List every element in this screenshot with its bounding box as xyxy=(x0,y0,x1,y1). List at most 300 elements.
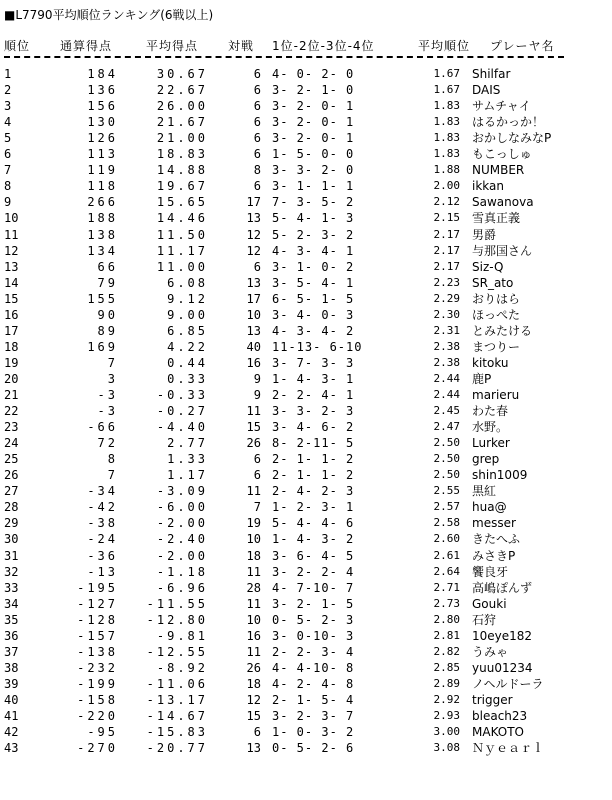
table-row xyxy=(0,499,612,515)
row-points: -24 xyxy=(87,532,118,547)
row-points: -36 xyxy=(87,548,118,563)
row-avg-place: 1.67 xyxy=(433,83,460,97)
table-row xyxy=(0,194,612,210)
row-avg-points: 21.67 xyxy=(156,115,208,130)
row-placements: 2- 2- 4- 1 xyxy=(272,388,355,402)
row-player-name: 与那国さん xyxy=(472,243,533,258)
row-placements: 3- 3- 2- 0 xyxy=(272,163,355,178)
row-player-name: 黒紅 xyxy=(472,484,497,499)
row-rank: 22 xyxy=(4,404,19,419)
table-row xyxy=(0,724,612,740)
row-player-name: 水野。 xyxy=(472,420,509,435)
row-placements: 3- 2- 1- 0 xyxy=(272,83,355,98)
table-row xyxy=(0,323,612,339)
row-avg-points: 1.33 xyxy=(167,452,208,467)
row-placements: 2- 4- 2- 3 xyxy=(272,484,355,499)
row-placements: 4- 0- 2- 0 xyxy=(272,67,355,81)
row-placements: 2- 2- 3- 4 xyxy=(272,644,355,659)
table-row xyxy=(0,676,612,692)
header-divider xyxy=(4,56,564,58)
header-points: 通算得点 xyxy=(60,39,113,53)
row-rank: 3 xyxy=(4,99,12,114)
row-points: 90 xyxy=(97,307,118,322)
row-avg-place: 2.50 xyxy=(433,436,460,450)
row-rank: 9 xyxy=(4,195,12,210)
table-row xyxy=(0,82,612,98)
table-row xyxy=(0,531,612,547)
row-rank: 26 xyxy=(4,468,19,483)
row-avg-points: 22.67 xyxy=(156,83,208,98)
row-placements: 2- 1- 1- 2 xyxy=(272,468,355,483)
table-row xyxy=(0,307,612,323)
table-row xyxy=(0,130,612,146)
row-avg-points: 1.17 xyxy=(167,468,208,483)
table-row xyxy=(0,564,612,580)
row-avg-points: -2.00 xyxy=(156,516,208,531)
table-row xyxy=(0,435,612,451)
row-player-name: みさきP xyxy=(472,548,516,563)
row-player-name: Ｎｙｅａｒｌ xyxy=(472,741,545,756)
table-row xyxy=(0,387,612,403)
header-player: プレーヤ名 xyxy=(490,39,555,53)
row-games: 15 xyxy=(246,420,261,435)
header-games: 対戦 xyxy=(228,39,255,53)
row-rank: 24 xyxy=(4,436,19,451)
row-player-name: Sawanova xyxy=(472,195,534,210)
page-title: ■L7790平均順位ランキング(6戦以上) xyxy=(4,8,214,22)
row-points: 72 xyxy=(97,436,118,451)
row-rank: 43 xyxy=(4,741,19,756)
row-avg-place: 2.57 xyxy=(433,500,460,514)
row-games: 6 xyxy=(253,179,261,194)
row-games: 6 xyxy=(253,725,261,740)
row-placements: 0- 5- 2- 3 xyxy=(272,612,355,627)
table-row xyxy=(0,580,612,596)
row-player-name: Lurker xyxy=(472,436,510,451)
row-player-name: kitoku xyxy=(472,355,509,370)
row-rank: 29 xyxy=(4,516,19,531)
row-points: -199 xyxy=(77,676,118,691)
row-avg-place: 2.61 xyxy=(433,548,460,562)
row-points: -42 xyxy=(87,500,118,515)
row-avg-points: 21.00 xyxy=(156,131,208,146)
row-player-name: うみゃ xyxy=(472,644,509,659)
row-avg-points: -9.81 xyxy=(156,628,208,643)
row-rank: 14 xyxy=(4,275,19,290)
row-placements: 3- 6- 4- 5 xyxy=(272,548,355,563)
row-player-name: 男爵 xyxy=(472,227,497,242)
row-player-name: NUMBER xyxy=(472,163,525,178)
row-avg-place: 2.60 xyxy=(433,532,460,546)
row-player-name: 雪真正義 xyxy=(472,211,521,226)
row-avg-points: -8.92 xyxy=(156,660,208,675)
header-rank: 順位 xyxy=(4,39,31,53)
table-row xyxy=(0,451,612,467)
row-player-name: おりはら xyxy=(472,291,521,306)
row-avg-place: 2.45 xyxy=(433,404,460,418)
row-player-name: bleach23 xyxy=(472,709,528,723)
row-points: -13 xyxy=(87,564,118,579)
row-games: 6 xyxy=(253,468,261,483)
row-avg-place: 2.81 xyxy=(433,628,460,642)
table-row xyxy=(0,146,612,162)
row-games: 12 xyxy=(246,692,261,707)
row-points: 184 xyxy=(87,67,118,81)
row-avg-place: 2.38 xyxy=(433,355,460,369)
row-avg-points: -1.18 xyxy=(156,564,208,579)
table-row xyxy=(0,612,612,628)
row-avg-place: 3.00 xyxy=(433,725,460,739)
row-player-name: もこっしゅ xyxy=(472,147,532,162)
row-player-name: messer xyxy=(472,516,516,531)
row-avg-points: -4.40 xyxy=(156,420,208,435)
row-rank: 17 xyxy=(4,323,19,338)
row-avg-place: 2.12 xyxy=(433,195,460,209)
header-places: 1位-2位-3位-4位 xyxy=(272,39,375,53)
row-points: -270 xyxy=(77,741,118,756)
row-games: 12 xyxy=(246,243,261,258)
row-avg-place: 2.71 xyxy=(433,580,460,594)
row-avg-place: 2.17 xyxy=(433,259,460,273)
row-rank: 8 xyxy=(4,179,12,194)
row-points: -195 xyxy=(77,580,118,595)
row-points: 89 xyxy=(97,323,118,338)
row-placements: 3- 2- 2- 4 xyxy=(272,564,355,579)
row-points: 266 xyxy=(87,195,118,210)
row-player-name: 饗良牙 xyxy=(472,564,509,579)
row-points: 113 xyxy=(87,147,118,162)
table-row xyxy=(0,644,612,660)
row-placements: 5- 2- 3- 2 xyxy=(272,227,355,242)
row-player-name: とみたける xyxy=(472,323,533,338)
row-avg-points: 0.33 xyxy=(167,371,208,386)
row-avg-points: -0.27 xyxy=(156,404,208,419)
row-games: 13 xyxy=(246,741,261,756)
row-avg-place: 2.15 xyxy=(433,211,460,225)
row-player-name: まつりー xyxy=(472,339,521,354)
row-placements: 2- 1- 1- 2 xyxy=(272,452,355,467)
row-placements: 6- 5- 1- 5 xyxy=(272,291,355,306)
row-rank: 21 xyxy=(4,388,19,402)
row-avg-points: 15.65 xyxy=(156,195,208,210)
row-rank: 28 xyxy=(4,500,19,515)
row-avg-place: 2.93 xyxy=(433,709,460,722)
row-avg-points: -0.33 xyxy=(156,388,208,402)
row-placements: 0- 5- 2- 6 xyxy=(272,741,355,756)
row-placements: 3- 2- 0- 1 xyxy=(272,131,355,146)
row-player-name: Shilfar xyxy=(472,67,511,81)
row-player-name: サムチャイ xyxy=(472,99,531,114)
row-avg-points: 11.00 xyxy=(156,259,208,274)
table-row xyxy=(0,355,612,371)
table-row xyxy=(0,483,612,499)
row-rank: 10 xyxy=(4,211,19,226)
row-avg-points: 26.00 xyxy=(156,99,208,114)
row-rank: 40 xyxy=(4,692,19,707)
row-placements: 8- 2-11- 5 xyxy=(272,436,355,451)
row-rank: 11 xyxy=(4,227,19,242)
table-row xyxy=(0,692,612,708)
row-placements: 11-13- 6-10 xyxy=(272,339,363,354)
row-avg-points: 0.44 xyxy=(167,355,208,370)
row-games: 6 xyxy=(253,131,261,146)
row-avg-points: 18.83 xyxy=(156,147,208,162)
row-points: 118 xyxy=(87,179,118,194)
row-rank: 13 xyxy=(4,259,19,274)
row-points: -3 xyxy=(97,388,118,402)
row-avg-points: -6.00 xyxy=(156,500,208,515)
table-row xyxy=(0,339,612,355)
row-games: 11 xyxy=(246,564,261,579)
row-rank: 38 xyxy=(4,660,19,675)
row-placements: 3- 7- 3- 3 xyxy=(272,355,355,370)
table-row xyxy=(0,708,612,724)
table-row xyxy=(0,98,612,114)
row-avg-points: 11.17 xyxy=(156,243,208,258)
table-row xyxy=(0,660,612,676)
row-placements: 1- 4- 3- 2 xyxy=(272,532,355,547)
row-avg-points: -13.17 xyxy=(146,692,208,707)
table-row xyxy=(0,515,612,531)
row-placements: 3- 0-10- 3 xyxy=(272,628,355,643)
row-rank: 41 xyxy=(4,709,19,723)
row-avg-place: 2.50 xyxy=(433,452,460,466)
row-games: 9 xyxy=(253,388,261,402)
row-games: 11 xyxy=(246,484,261,499)
row-games: 26 xyxy=(246,660,261,675)
row-rank: 16 xyxy=(4,307,19,322)
row-avg-place: 2.29 xyxy=(433,291,460,305)
row-games: 19 xyxy=(246,516,261,531)
row-player-name: grep xyxy=(472,452,500,467)
row-points: 66 xyxy=(97,259,118,274)
row-games: 7 xyxy=(253,500,261,515)
row-avg-points: -12.80 xyxy=(146,612,208,627)
table-row xyxy=(0,467,612,483)
row-points: 134 xyxy=(87,243,118,258)
row-games: 10 xyxy=(246,532,261,547)
row-rank: 12 xyxy=(4,243,19,258)
row-placements: 4- 3- 4- 2 xyxy=(272,323,355,338)
row-placements: 3- 1- 1- 1 xyxy=(272,179,355,194)
row-player-name: おかしなみなP xyxy=(472,131,552,146)
row-avg-place: 2.55 xyxy=(433,484,460,498)
row-placements: 5- 4- 1- 3 xyxy=(272,211,355,226)
row-games: 6 xyxy=(253,99,261,114)
row-placements: 3- 2- 0- 1 xyxy=(272,99,355,114)
row-player-name: marieru xyxy=(472,388,520,402)
row-games: 17 xyxy=(246,291,261,306)
row-avg-points: -11.55 xyxy=(146,596,208,611)
row-points: 79 xyxy=(97,275,118,290)
row-avg-points: 19.67 xyxy=(156,179,208,194)
row-placements: 3- 2- 1- 5 xyxy=(272,596,355,611)
row-rank: 30 xyxy=(4,532,19,547)
row-rank: 2 xyxy=(4,83,12,98)
row-placements: 1- 4- 3- 1 xyxy=(272,371,355,386)
row-placements: 1- 5- 0- 0 xyxy=(272,147,355,162)
row-games: 40 xyxy=(246,339,261,354)
row-placements: 3- 3- 2- 3 xyxy=(272,404,355,419)
row-avg-place: 2.23 xyxy=(433,275,460,289)
table-row xyxy=(0,740,612,756)
row-points: 8 xyxy=(107,452,118,467)
row-rank: 37 xyxy=(4,644,19,659)
row-rank: 33 xyxy=(4,580,19,595)
table-row xyxy=(0,227,612,243)
row-avg-points: 9.12 xyxy=(167,291,208,306)
row-avg-points: 6.08 xyxy=(167,275,208,290)
row-avg-points: -3.09 xyxy=(156,484,208,499)
row-placements: 3- 5- 4- 1 xyxy=(272,275,355,290)
row-games: 18 xyxy=(246,548,261,563)
row-games: 12 xyxy=(246,227,261,242)
row-avg-points: 4.22 xyxy=(167,339,208,354)
table-row xyxy=(0,403,612,419)
row-placements: 3- 1- 0- 2 xyxy=(272,259,355,274)
row-points: 138 xyxy=(87,227,118,242)
row-rank: 1 xyxy=(4,67,12,81)
row-games: 28 xyxy=(246,580,261,595)
row-games: 6 xyxy=(253,115,261,130)
row-rank: 27 xyxy=(4,484,19,499)
row-points: 169 xyxy=(87,339,118,354)
row-rank: 20 xyxy=(4,371,19,386)
row-player-name: わた春 xyxy=(472,404,509,419)
row-avg-place: 2.92 xyxy=(433,692,460,706)
row-points: 119 xyxy=(87,163,118,178)
row-rank: 42 xyxy=(4,725,19,740)
row-avg-place: 3.08 xyxy=(433,741,460,755)
table-row xyxy=(0,66,612,82)
row-points: -157 xyxy=(77,628,118,643)
row-games: 26 xyxy=(246,436,261,451)
row-avg-points: 14.88 xyxy=(156,163,208,178)
row-player-name: 10eye182 xyxy=(472,628,533,643)
row-player-name: shin1009 xyxy=(472,468,528,483)
row-games: 18 xyxy=(246,676,261,691)
row-avg-place: 2.58 xyxy=(433,516,460,530)
row-placements: 7- 3- 5- 2 xyxy=(272,195,355,210)
row-games: 11 xyxy=(246,644,261,659)
row-avg-place: 2.64 xyxy=(433,564,460,578)
row-avg-place: 2.80 xyxy=(433,612,460,626)
row-placements: 1- 2- 3- 1 xyxy=(272,500,355,515)
row-placements: 3- 4- 6- 2 xyxy=(272,420,355,435)
table-row xyxy=(0,178,612,194)
row-avg-points: -6.96 xyxy=(156,580,208,595)
row-player-name: MAKOTO xyxy=(472,725,524,740)
row-games: 16 xyxy=(246,355,261,370)
row-games: 9 xyxy=(253,371,261,386)
row-points: -3 xyxy=(97,404,118,419)
row-rank: 34 xyxy=(4,596,19,611)
row-rank: 36 xyxy=(4,628,19,643)
row-player-name: yuu01234 xyxy=(472,660,533,675)
row-points: -158 xyxy=(77,692,118,707)
row-points: 156 xyxy=(87,99,118,114)
row-points: 7 xyxy=(107,355,118,370)
row-placements: 3- 4- 0- 3 xyxy=(272,307,355,322)
row-avg-place: 1.83 xyxy=(433,147,460,161)
row-player-name: 高嶋ぽんず xyxy=(472,580,533,595)
row-placements: 5- 4- 4- 6 xyxy=(272,516,355,531)
row-games: 6 xyxy=(253,259,261,274)
row-placements: 4- 7-10- 7 xyxy=(272,580,355,595)
row-avg-points: 9.00 xyxy=(167,307,208,322)
table-row xyxy=(0,291,612,307)
row-rank: 6 xyxy=(4,147,12,162)
row-player-name: ノヘルドーラ xyxy=(472,676,544,691)
row-avg-place: 2.82 xyxy=(433,644,460,658)
header-avg-place: 平均順位 xyxy=(418,39,471,53)
row-rank: 23 xyxy=(4,420,19,435)
row-rank: 18 xyxy=(4,339,19,354)
row-avg-points: -11.06 xyxy=(146,676,208,691)
row-avg-place: 2.85 xyxy=(433,660,460,674)
table-row xyxy=(0,596,612,612)
row-avg-place: 1.83 xyxy=(433,115,460,129)
row-rank: 25 xyxy=(4,452,19,467)
row-games: 15 xyxy=(246,709,261,723)
row-points: 7 xyxy=(107,468,118,483)
header-avg: 平均得点 xyxy=(146,39,199,53)
row-games: 16 xyxy=(246,628,261,643)
row-points: 130 xyxy=(87,115,118,130)
row-placements: 3- 2- 3- 7 xyxy=(272,709,355,723)
row-avg-place: 1.83 xyxy=(433,99,460,113)
row-placements: 3- 2- 0- 1 xyxy=(272,115,355,130)
table-row xyxy=(0,548,612,564)
row-avg-place: 2.73 xyxy=(433,596,460,610)
row-rank: 32 xyxy=(4,564,19,579)
row-avg-place: 1.88 xyxy=(433,163,460,177)
row-points: -220 xyxy=(77,709,118,723)
row-player-name: DAIS xyxy=(472,83,501,98)
table-row xyxy=(0,162,612,178)
row-points: -138 xyxy=(77,644,118,659)
row-avg-place: 1.67 xyxy=(433,67,460,80)
row-player-name: ほっぺた xyxy=(472,307,521,322)
row-games: 10 xyxy=(246,612,261,627)
row-avg-place: 2.44 xyxy=(433,371,460,385)
row-placements: 1- 0- 3- 2 xyxy=(272,725,355,740)
row-placements: 4- 3- 4- 1 xyxy=(272,243,355,258)
row-games: 11 xyxy=(246,404,261,419)
row-points: -127 xyxy=(77,596,118,611)
row-avg-points: -14.67 xyxy=(146,709,208,723)
row-avg-place: 2.31 xyxy=(433,323,460,337)
table-header xyxy=(0,38,612,54)
row-avg-place: 1.83 xyxy=(433,131,460,145)
row-rank: 4 xyxy=(4,115,12,130)
row-player-name: はるかっか！ xyxy=(472,115,545,130)
row-avg-points: -2.00 xyxy=(156,548,208,563)
row-placements: 2- 1- 5- 4 xyxy=(272,692,355,707)
row-points: 136 xyxy=(87,83,118,98)
row-avg-points: -12.55 xyxy=(146,644,208,659)
row-games: 13 xyxy=(246,323,261,338)
row-rank: 15 xyxy=(4,291,19,306)
row-rank: 19 xyxy=(4,355,19,370)
row-avg-place: 2.00 xyxy=(433,179,460,193)
row-player-name: きたへふ xyxy=(472,532,521,547)
row-player-name: 石狩 xyxy=(472,612,497,627)
row-rank: 31 xyxy=(4,548,19,563)
row-points: 3 xyxy=(107,371,118,386)
row-rank: 7 xyxy=(4,163,12,178)
row-points: 155 xyxy=(87,291,118,306)
